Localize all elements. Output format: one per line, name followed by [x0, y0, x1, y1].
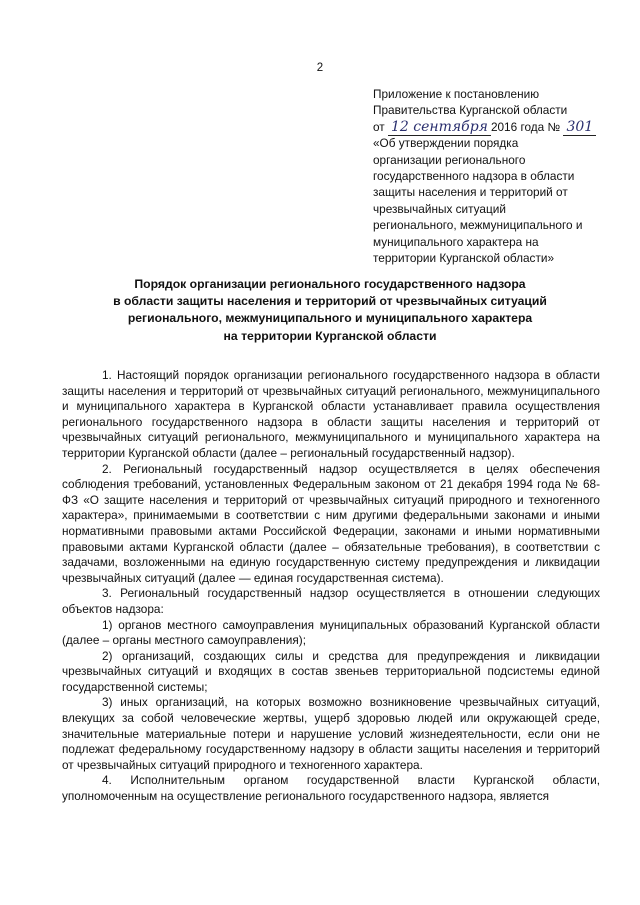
handwritten-number: 301: [563, 119, 596, 136]
paragraph: 2) организаций, создающих силы и средства для предупреждения и ликвидации чрезвычайных ситуаций и входящих в состав звеньев территориальной подсистемы единой государственной системы;: [62, 648, 600, 694]
appendix-subject-line: «Об утверждении порядка: [373, 136, 519, 151]
date-suffix: 2016 года №: [490, 119, 561, 134]
appendix-block: [373, 86, 605, 266]
appendix-subject-line: организации регионального: [373, 152, 526, 167]
document-body: [62, 368, 600, 805]
document-title: [60, 276, 600, 345]
title-line: регионального, межмуниципального и муниципального характера: [127, 311, 533, 326]
date-prefix: от: [373, 119, 385, 134]
title-line: в области защиты населения и территорий от чрезвычайных ситуаций: [113, 294, 547, 309]
appendix-subject-line: государственного надзора в области: [373, 169, 575, 184]
appendix-line: Правительства Курганской области: [373, 103, 568, 118]
handwritten-date: 12 сентября: [388, 119, 491, 136]
paragraph: 4. Исполнительным органом государственной власти Курганской области, уполномоченным на осуществление регионального государственного надзора, является: [62, 773, 600, 804]
appendix-subject-line: чрезвычайных ситуаций: [373, 201, 506, 216]
paragraph: 2. Региональный государственный надзор осуществляется в целях обеспечения соблюдения требований, установленных Федеральным законом от 21 декабря 1994 года № 68-ФЗ «О защите населения и территорий от чрезвычайных ситуаций природного и техногенного характера», принимаемыми в соответствии с ним другими федеральными законами и иными нормативными правовыми актами Российской Федерации, законами и иными нормативными правовыми актами Курганской области (далее – обязательные требования), в соответствии с задачами, возложенными на единую государственную систему предупреждения и ликвидации чрезвычайных ситуаций (далее — единая государственная система).: [62, 461, 600, 585]
appendix-date-line: [373, 119, 605, 135]
page-number: 2: [316, 62, 324, 74]
appendix-subject-line: защиты населения и территорий от: [373, 185, 568, 200]
appendix-subject-line: территории Курганской области»: [373, 251, 555, 266]
title-line: на территории Курганской области: [223, 328, 437, 343]
paragraph: 3. Региональный государственный надзор осуществляется в отношении следующих объектов надзора:: [62, 586, 600, 616]
paragraph: 3) иных организаций, на которых возможно возникновение чрезвычайных ситуаций, влекущих за собой человеческие жертвы, ущерб здоровью людей или окружающей среде, значительные материальные потери и нарушение условий жизнедеятельности, если они не подлежат федеральному государственному надзору в области защиты населения и территорий от чрезвычайных ситуаций природного и техногенного характера.: [62, 695, 600, 772]
title-line: Порядок организации регионального государственного надзора: [134, 277, 526, 291]
appendix-subject-line: муниципального характера на: [373, 234, 539, 249]
paragraph: 1) органов местного самоуправления муниципальных образований Курганской области (далее – органы местного самоуправления);: [62, 617, 600, 648]
paragraph: 1. Настоящий порядок организации регионального государственного надзора в области защиты населения и территорий от чрезвычайных ситуаций регионального, межмуниципального и муниципального характера в Курганской области устанавливает правила осуществления регионального государственного надзора в области защиты населения и территорий от чрезвычайных ситуаций регионального, межмуниципального и муниципального характера на территории Курганской области (далее – региональный государственный надзор).: [62, 368, 600, 460]
appendix-subject-line: регионального, межмуниципального и: [373, 218, 583, 233]
appendix-line: Приложение к постановлению: [373, 87, 540, 101]
